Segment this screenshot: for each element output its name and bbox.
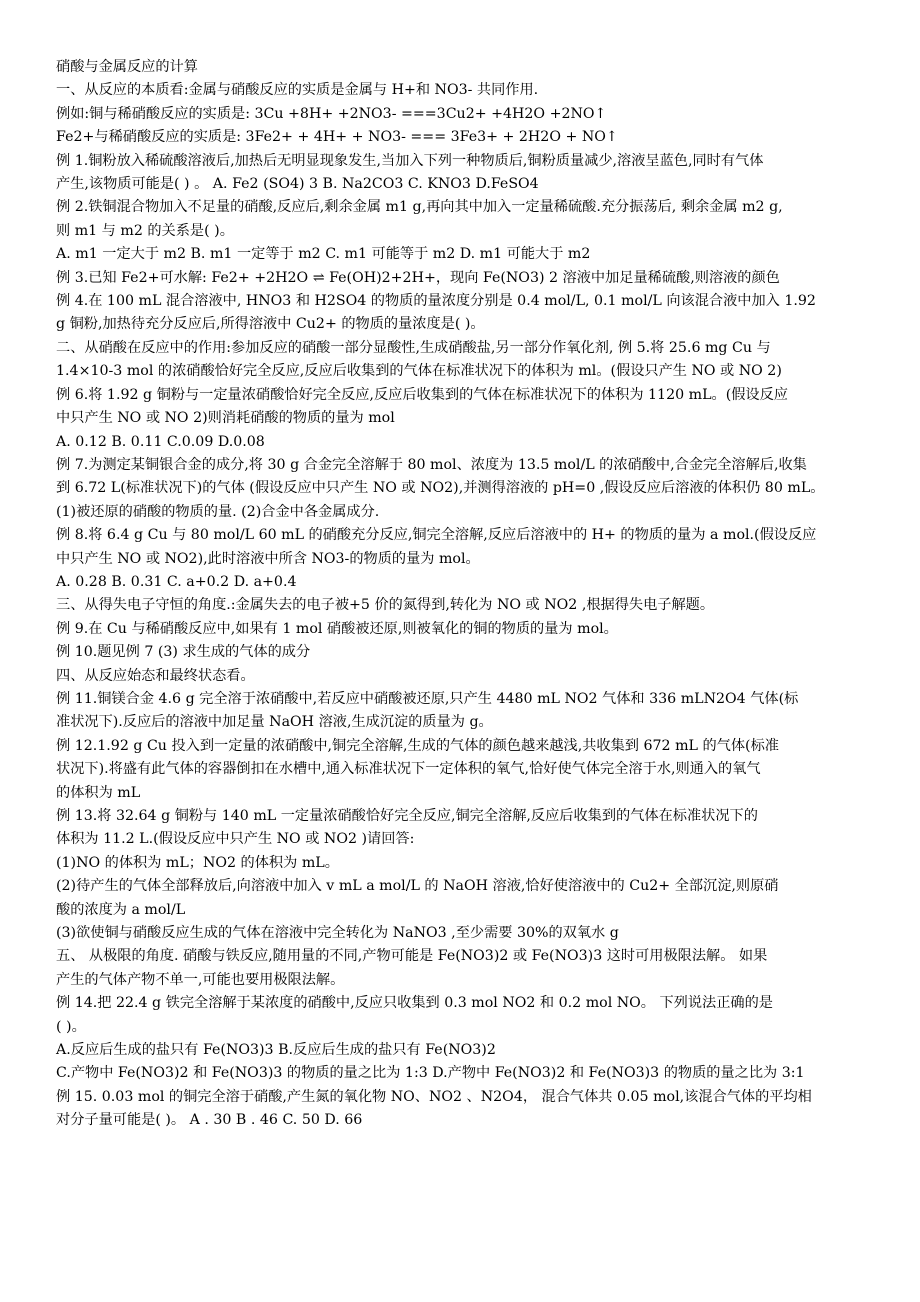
text-line: 1.4×10-3 mol 的浓硝酸恰好完全反应,反应后收集到的气体在标准状况下的体积为 ml。(假设只产生 NO 或 NO 2) (56, 363, 782, 380)
text-line: 产生的气体产物不单一,可能也要用极限法解。 (56, 971, 345, 988)
example-7: 例 7.为测定某铜银合金的成分,将 30 g 合金完全溶解于 80 mol、浓度为 13.5 mol/L 的浓硝酸中,合金完全溶解后,收集 (56, 456, 807, 473)
text-line: ( )。 (56, 1018, 86, 1035)
text-line: 状况下).将盛有此气体的容器倒扣在水槽中,通入标准状况下一定体积的氧气,恰好使气体完全溶于水,则通入的氧气 (56, 761, 761, 778)
section-3-heading: 三、从得失电子守恒的角度.:金属失去的电子被+5 价的氮得到,转化为 NO 或 NO2 ,根据得失电子解题。 (56, 597, 715, 614)
doc-title: 硝酸与金属反应的计算 (56, 59, 198, 75)
example-11: 例 11.铜镁合金 4.6 g 完全溶于浓硝酸中,若反应中硝酸被还原,只产生 4480 mL NO2 气体和 336 mLN2O4 气体(标 (56, 690, 799, 707)
text-line: 产生,该物质可能是( ) 。 A. Fe2 (SO4) 3 B. Na2CO3 C. KNO3 D.FeSO4 (56, 176, 539, 193)
section-2-heading: 二、从硝酸在反应中的作用:参加反应的硝酸一部分显酸性,生成硝酸盐,另一部分作氧化剂, 例 5.将 25.6 mg Cu 与 (56, 339, 771, 356)
text-line: 中只产生 NO 或 NO 2)则消耗硝酸的物质的量为 mol (56, 410, 395, 427)
section-4-heading: 四、从反应始态和最终状态看。 (56, 667, 255, 684)
example-3: 例 3.已知 Fe2+可水解: Fe2+ +2H2O ⇌ Fe(OH)2+2H+，现向 Fe(NO3) 2 溶液中加足量稀硫酸,则溶液的颜色 (56, 269, 780, 286)
example-12: 例 12.1.92 g Cu 投入到一定量的浓硝酸中,铜完全溶解,生成的气体的颜色越来越浅,共收集到 672 mL 的气体(标准 (56, 737, 779, 754)
text-line: 则 m1 与 m2 的关系是( )。 (56, 222, 234, 239)
example-8: 例 8.将 6.4 g Cu 与 80 mol/L 60 mL 的硝酸充分反应,铜完全溶解,反应后溶液中的 H+ 的物质的量为 a mol.(假设反应 (56, 527, 817, 544)
section-5-heading: 五、 从极限的角度. 硝酸与铁反应,随用量的不同,产物可能是 Fe(NO3)2 或 Fe(NO3)3 这时可用极限法解。 如果 (56, 948, 768, 965)
example-2: 例 2.铁铜混合物加入不足量的硝酸,反应后,剩余金属 m1 g,再向其中加入一定量稀硫酸.充分振荡后, 剩余金属 m2 g, (56, 199, 783, 216)
text-line: 的体积为 mL (56, 784, 141, 801)
example-6: 例 6.将 1.92 g 铜粉与一定量浓硝酸恰好完全反应,反应后收集到的气体在标准状况下的体积为 1120 mL。(假设反应 (56, 386, 788, 403)
example-4: 例 4.在 100 mL 混合溶液中, HNO3 和 H2SO4 的物质的量浓度分别是 0.4 mol/L, 0.1 mol/L 向该混合液中加入 1.92 (56, 293, 816, 310)
text-line: 酸的浓度为 a mol/L (56, 901, 186, 918)
document-page (56, 56, 872, 1133)
example-13: 例 13.将 32.64 g 铜粉与 140 mL 一定量浓硝酸恰好完全反应,铜完全溶解,反应后收集到的气体在标准状况下的 (56, 808, 758, 824)
section-1-heading: 一、从反应的本质看:金属与硝酸反应的实质是金属与 H+和 NO3- 共同作用. (56, 82, 539, 99)
options-line: C.产物中 Fe(NO3)2 和 Fe(NO3)3 的物质的量之比为 1:3 D.产物中 Fe(NO3)2 和 Fe(NO3)3 的物质的量之比为 3:1 (56, 1065, 805, 1082)
options-line: A.反应后生成的盐只有 Fe(NO3)3 B.反应后生成的盐只有 Fe(NO3)2 (56, 1042, 496, 1059)
options-line: A. 0.28 B. 0.31 C. a+0.2 D. a+0.4 (56, 573, 297, 590)
text-line: Fe2+与稀硝酸反应的实质是: 3Fe2+ + 4H+ + NO3- === 3Fe3+ + 2H2O + NO↑ (56, 129, 618, 146)
text-line: (1)被还原的硝酸的物质的量. (2)合金中各金属成分. (56, 503, 380, 520)
text-line: 准状况下).反应后的溶液中加足量 NaOH 溶液,生成沉淀的质量为 g。 (56, 714, 493, 731)
text-line: 体积为 11.2 L.(假设反应中只产生 NO 或 NO2 )请回答: (56, 831, 415, 848)
example-14: 例 14.把 22.4 g 铁完全溶解于某浓度的硝酸中,反应只收集到 0.3 mol NO2 和 0.2 mol NO。 下列说法正确的是 (56, 995, 773, 1012)
text-line: 对分子量可能是( )。 A . 30 B . 46 C. 50 D. 66 (56, 1112, 363, 1129)
text-line: 到 6.72 L(标准状况下)的气体 (假设反应中只产生 NO 或 NO2),并测得溶液的 pH=0 ,假设反应后溶液的体积仍 80 mL。 (56, 480, 825, 497)
example-9: 例 9.在 Cu 与稀硝酸反应中,如果有 1 mol 硝酸被还原,则被氧化的铜的物质的量为 mol。 (56, 620, 618, 637)
text-line: g 铜粉,加热待充分反应后,所得溶液中 Cu2+ 的物质的量浓度是( )。 (56, 316, 485, 333)
example-10: 例 10.题见例 7 (3) 求生成的气体的成分 (56, 644, 311, 661)
text-line: 例如:铜与稀硝酸反应的实质是: 3Cu +8H+ +2NO3- ===3Cu2+ +4H2O +2NO↑ (56, 105, 607, 122)
question-part-1: (1)NO 的体积为 mL；NO2 的体积为 mL。 (56, 854, 339, 871)
text-line: A. m1 一定大于 m2 B. m1 一定等于 m2 C. m1 可能等于 m2 D. m1 可能大于 m2 (56, 246, 591, 263)
example-15: 例 15. 0.03 mol 的铜完全溶于硝酸,产生氮的氧化物 NO、NO2 、N2O4， 混合气体共 0.05 mol,该混合气体的平均相 (56, 1088, 812, 1105)
question-part-3: (3)欲使铜与硝酸反应生成的气体在溶液中完全转化为 NaNO3 ,至少需要 30%的双氧水 g (56, 925, 619, 942)
text-line: 中只产生 NO 或 NO2),此时溶液中所含 NO3-的物质的量为 mol。 (56, 550, 480, 567)
options-line: A. 0.12 B. 0.11 C.0.09 D.0.08 (56, 433, 265, 450)
question-part-2: (2)待产生的气体全部释放后,向溶液中加入 v mL a mol/L 的 NaOH 溶液,恰好使溶液中的 Cu2+ 全部沉淀,则原硝 (56, 878, 779, 895)
example-1: 例 1.铜粉放入稀硫酸溶液后,加热后无明显现象发生,当加入下列一种物质后,铜粉质量减少,溶液呈蓝色,同时有气体 (56, 152, 764, 169)
